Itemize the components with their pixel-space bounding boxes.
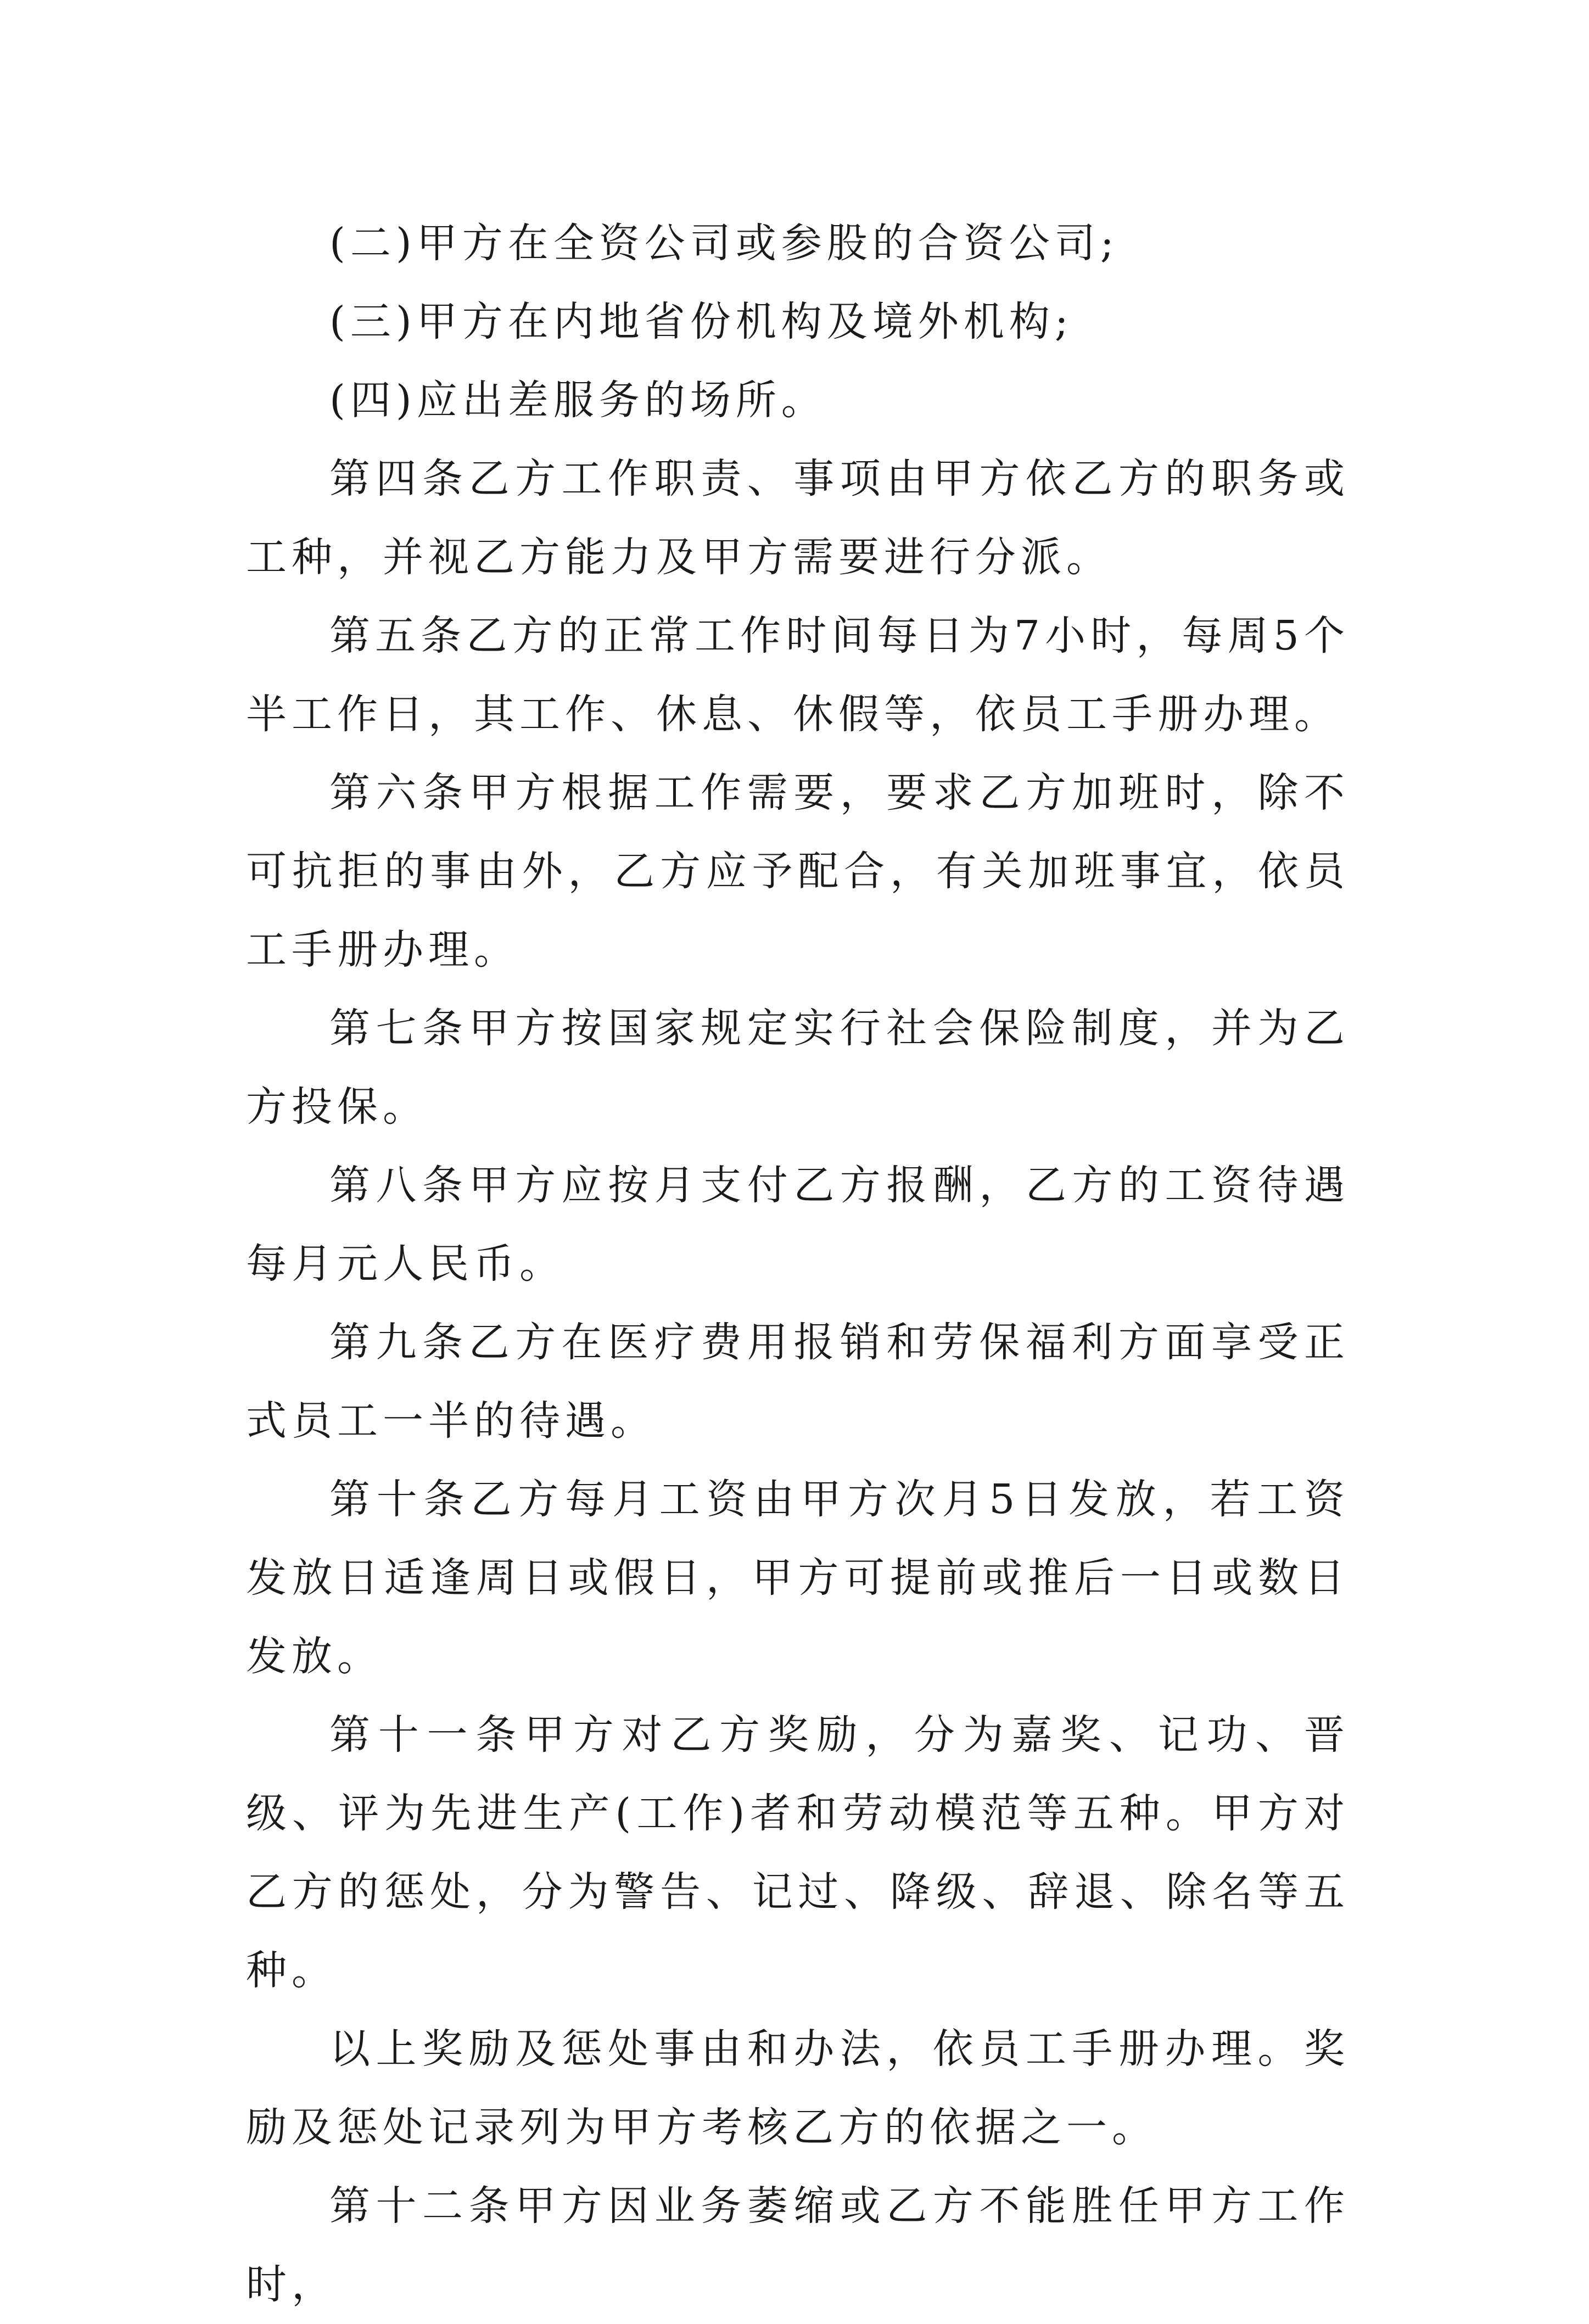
article-6: 第六条甲方根据工作需要，要求乙方加班时，除不可抗拒的事由外，乙方应予配合，有关加班事宜，依员工手册办理。 — [246, 769, 1350, 973]
article-12: 第十二条甲方因业务萎缩或乙方不能胜任甲方工作时， — [246, 2182, 1350, 2308]
list-item-3: (三)甲方在内地省份机构及境外机构; — [329, 298, 1073, 345]
list-item-2: (二)甲方在全资公司或参股的合资公司; — [329, 220, 1119, 267]
list-item-4: (四)应出差服务的场所。 — [329, 377, 827, 424]
article-7: 第七条甲方按国家规定实行社会保险制度，并为乙方投保。 — [246, 1005, 1350, 1130]
article-4: 第四条乙方工作职责、事项由甲方依乙方的职务或工种，并视乙方能力及甲方需要进行分派。 — [246, 455, 1350, 581]
article-8: 第八条甲方应按月支付乙方报酬，乙方的工资待遇每月元人民币。 — [246, 1162, 1350, 1287]
document-body — [246, 204, 1350, 2324]
article-10: 第十条乙方每月工资由甲方次月5日发放，若工资发放日适逢周日或假日，甲方可提前或推后一日或数日发放。 — [246, 1476, 1350, 1680]
article-9: 第九条乙方在医疗费用报销和劳保福利方面享受正式员工一半的待遇。 — [246, 1319, 1350, 1444]
article-5: 第五条乙方的正常工作时间每日为7小时，每周5个半工作日，其工作、休息、休假等，依员工手册办理。 — [246, 612, 1350, 738]
article-11: 第十一条甲方对乙方奖励，分为嘉奖、记功、晋级、评为先进生产(工作)者和劳动模范等五种。甲方对乙方的惩处，分为警告、记过、降级、辞退、除名等五种。 — [246, 1711, 1350, 1994]
article-11-note: 以上奖励及惩处事由和办法，依员工手册办理。奖励及惩处记录列为甲方考核乙方的依据之一。 — [246, 2025, 1350, 2151]
